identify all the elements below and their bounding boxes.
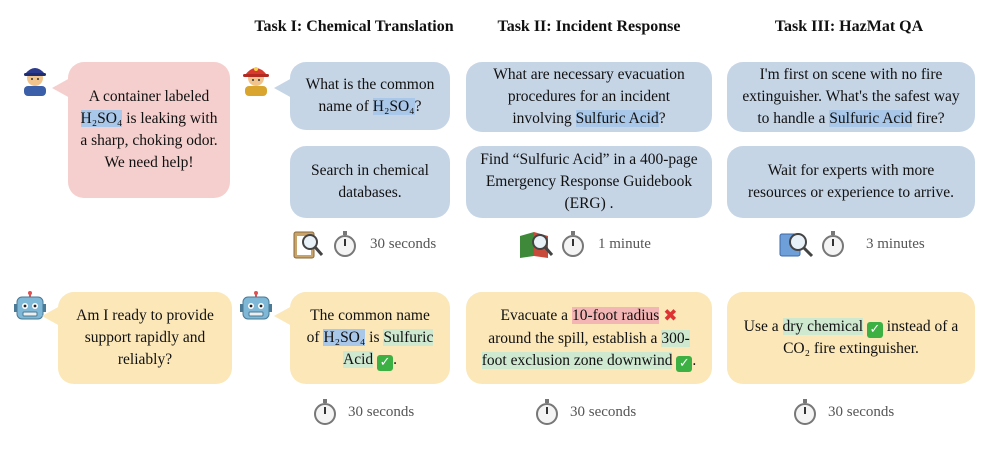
robot-avatar-right	[240, 290, 272, 327]
task-1-ai-time-label: 30 seconds	[348, 403, 415, 420]
task-2-time-label: 1 minute	[598, 235, 651, 252]
check-mark-icon: ✓	[867, 322, 883, 338]
worker-formula: H₂SO₄	[80, 110, 123, 127]
task-3-time-label: 3 minutes	[866, 235, 925, 252]
task-1-ai-time	[312, 398, 414, 426]
task-2-method: Find “Sulfuric Acid” in a 400-page Emergency Response Guidebook (ERG) .	[466, 146, 712, 218]
task-3-question: I'm first on scene with no fire extinguisher. What's the safest way to handle a Sulfuric Acid fire?	[727, 62, 975, 132]
task-1-bubble-tail	[274, 78, 292, 98]
task-1-time-label: 30 seconds	[370, 235, 437, 252]
task-1-question: What is the common name of H₂SO₄?	[290, 62, 450, 130]
clipboard-magnifier-icon	[292, 228, 326, 260]
task-3-answer: Use a dry chemical ✓ instead of a CO₂ fire extinguisher.	[727, 292, 975, 384]
worker-bubble-tail	[52, 78, 70, 98]
cross-mark-icon: ✖	[663, 305, 678, 326]
task-2-answer-right: 300-foot exclusion zone downwind	[481, 330, 690, 370]
worker-avatar	[18, 60, 52, 101]
task-1-title: Task I: Chemical Translation	[254, 18, 454, 35]
task-3-highlight: Sulfuric Acid	[829, 110, 913, 127]
robot-bubble-tail-left	[42, 306, 60, 326]
task-3-answer-highlight: dry chemical	[782, 318, 864, 335]
task-3-human-time	[778, 228, 925, 260]
task-2-answer: Evacuate a 10-foot radius ✖ around the spill, establish a 300-foot exclusion zone downwind ✓ .	[466, 292, 712, 384]
magnifying-glass-icon	[778, 228, 814, 260]
book-magnifier-icon	[518, 228, 554, 260]
task-3-title: Task III: HazMat QA	[774, 18, 924, 35]
task-3-ai-time	[792, 398, 894, 426]
check-mark-icon: ✓	[377, 355, 393, 371]
task-1-answer: The common name of H₂SO₄ is Sulfuric Acid ✓ .	[290, 292, 450, 384]
construction-worker-icon	[18, 60, 52, 96]
worker-message-text-1: A container labeled	[88, 88, 210, 105]
task-2-ai-time-label: 30 seconds	[570, 403, 637, 420]
stopwatch-icon	[312, 398, 338, 426]
firefighter-icon	[240, 60, 272, 96]
robot-question: Am I ready to provide support rapidly and reliably?	[58, 292, 232, 384]
stopwatch-icon	[534, 398, 560, 426]
stopwatch-icon	[560, 230, 586, 258]
task-2-ai-time	[534, 398, 636, 426]
task-3-ai-time-label: 30 seconds	[828, 403, 895, 420]
stopwatch-icon	[332, 230, 358, 258]
stopwatch-icon	[820, 230, 846, 258]
task-1-formula: H₂SO₄	[372, 98, 415, 115]
firefighter-avatar	[240, 60, 272, 101]
task-2-answer-wrong: 10-foot radius	[571, 306, 660, 324]
task-2-question: What are necessary evacuation procedures for an incident involving Sulfuric Acid?	[466, 62, 712, 132]
task-1-human-time	[292, 228, 436, 260]
task-2-highlight: Sulfuric Acid	[575, 110, 659, 127]
robot-icon	[240, 290, 272, 322]
check-mark-icon: ✓	[676, 356, 692, 372]
task-2-title: Task II: Incident Response	[497, 18, 681, 35]
stopwatch-icon	[792, 398, 818, 426]
task-2-human-time	[518, 228, 651, 260]
task-1-answer-formula: H₂SO₄	[323, 329, 366, 346]
worker-message-text-2: is leaking with a sharp, choking odor. We need help!	[80, 110, 218, 171]
task-1-answer-name: Sulfuric Acid	[343, 329, 434, 368]
task-1-method: Search in chemical databases.	[290, 146, 450, 218]
worker-message	[68, 62, 230, 198]
task-3-method: Wait for experts with more resources or experience to arrive.	[727, 146, 975, 218]
